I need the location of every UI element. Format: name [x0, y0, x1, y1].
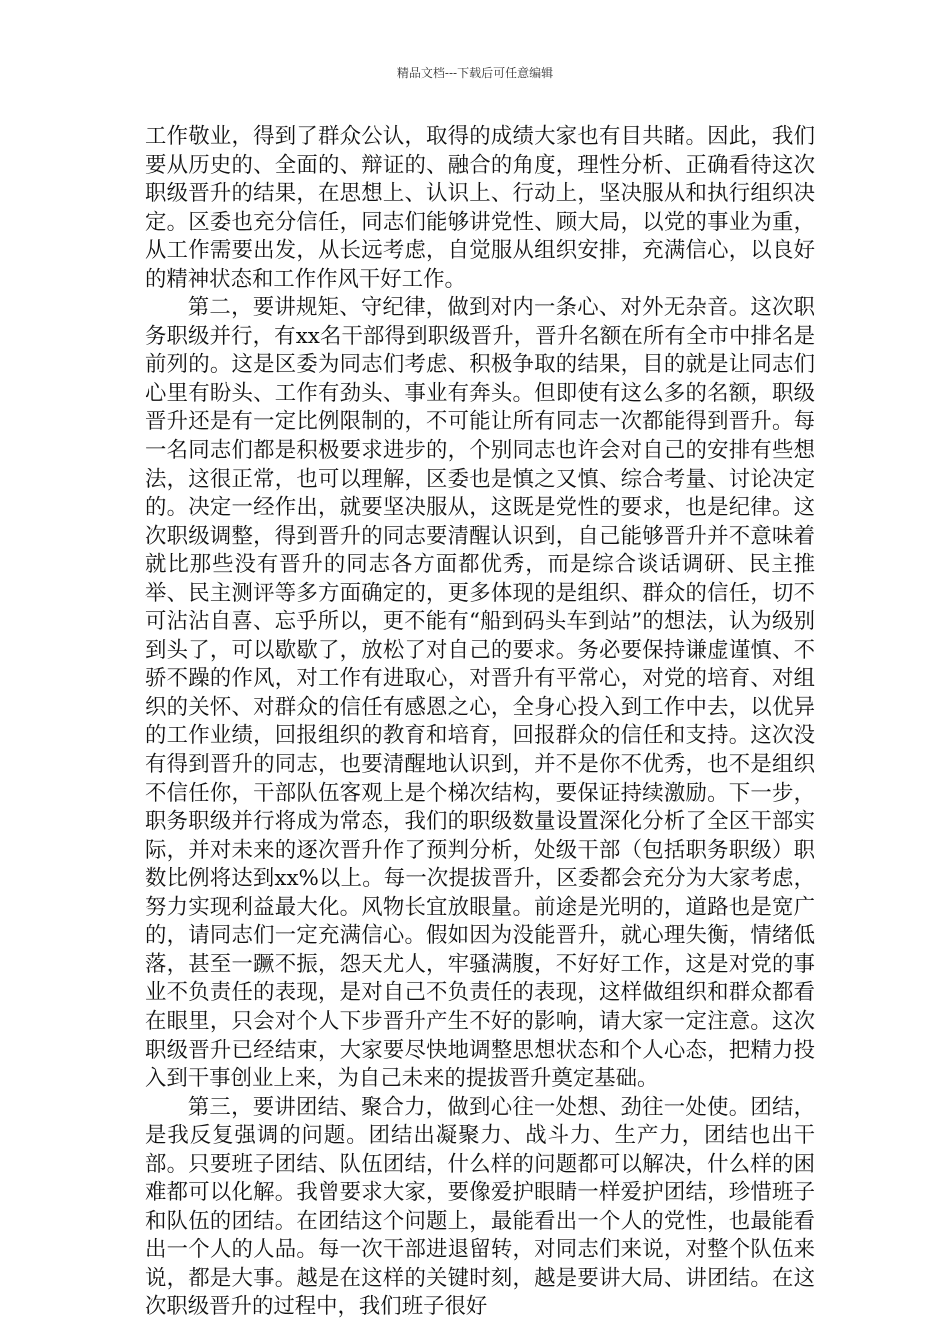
document-body	[145, 123, 815, 1322]
paragraph-1: 工作敬业，得到了群众公认，取得的成绩大家也有目共睹。因此，我们要从历史的、全面的、辩证的、融合的角度，理性分析、正确看待这次职级晋升的结果，在思想上、认识上、行动上，坚决服从和执行组织决定。区委也充分信任，同志们能够讲党性、顾大局，以党的事业为重，从工作需要出发，从长远考虑，自觉服从组织安排，充满信心，以良好的精神状态和工作作风干好工作。	[145, 124, 815, 292]
paragraph-3: 第三，要讲团结、聚合力，做到心往一处想、劲往一处使。团结，是我反复强调的问题。团结出凝聚力、战斗力、生产力，团结也出干部。只要班子团结、队伍团结，什么样的问题都可以解决，什么样的困难都可以化解。我曾要求大家，要像爱护眼睛一样爱护团结，珍惜班子和队伍的团结。在团结这个问题上，最能看出一个人的党性，也最能看出一个人的人品。每一次干部进退留转，对同志们来说，对整个队伍来说，都是大事。越是在这样的关键时刻，越是要讲大局、讲团结。在这次职级晋升的过程中，我们班子很好	[145, 1094, 815, 1320]
page-header: 精品文档---下载后可任意编辑	[396, 66, 554, 80]
paragraph-2: 第二，要讲规矩、守纪律，做到对内一条心、对外无杂音。这次职务职级并行，有xx名干部得到职级晋升，晋升名额在所有全市中排名是前列的。这是区委为同志们考虑、积极争取的结果，目的就是让同志们心里有盼头、工作有劲头、事业有奔头。但即使有这么多的名额，职级晋升还是有一定比例限制的，不可能让所有同志一次都能得到晋升。每一名同志们都是积极要求进步的，个别同志也许会对自己的安排有些想法，这很正常，也可以理解，区委也是慎之又慎、综合考量、讨论决定的。决定一经作出，就要坚决服从，这既是党性的要求，也是纪律。这次职级调整，得到晋升的同志要清醒认识到，自己能够晋升并不意味着就比那些没有晋升的同志各方面都优秀，而是综合谈话调研、民主推举、民主测评等多方面确定的，更多体现的是组织、群众的信任，切不可沾沾自喜、忘乎所以，更不能有“船到码头车到站”的想法，认为级别到头了，可以歇歇了，放松了对自己的要求。务必要保持谦虚谨慎、不骄不躁的作风，对工作有进取心，对晋升有平常心，对党的培育、对组织的关怀、对群众的信任有感恩之心，全身心投入到工作中去，以优异的工作业绩，回报组织的教育和培育，回报群众的信任和支持。这次没有得到晋升的同志，也要清醒地认识到，并不是你不优秀，也不是组织不信任你，干部队伍客观上是个梯次结构，要保证持续激励。下一步，职务职级并行将成为常态，我们的职级数量设置深化分析了全区干部实际，并对未来的逐次晋升作了预判分析，处级干部（包括职务职级）职数比例将达到xx%以上。每一次提拔晋升，区委都会充分为大家考虑，努力实现利益最大化。风物长宜放眼量。前途是光明的，道路也是宽广的，请同志们一定充满信心。假如因为没能晋升，就心理失衡，情绪低落，甚至一蹶不振，怨天尤人，牢骚满腹，不好好工作，这是对党的事业不负责任的表现，是对自己不负责任的表现，这样做组织和群众都看在眼里，只会对个人下步晋升产生不好的影响，请大家一定注意。这次职级晋升已经结束，大家要尽快地调整思想状态和个人心态，把精力投入到干事创业上来，为自己未来的提拔晋升奠定基础。	[145, 295, 815, 1092]
